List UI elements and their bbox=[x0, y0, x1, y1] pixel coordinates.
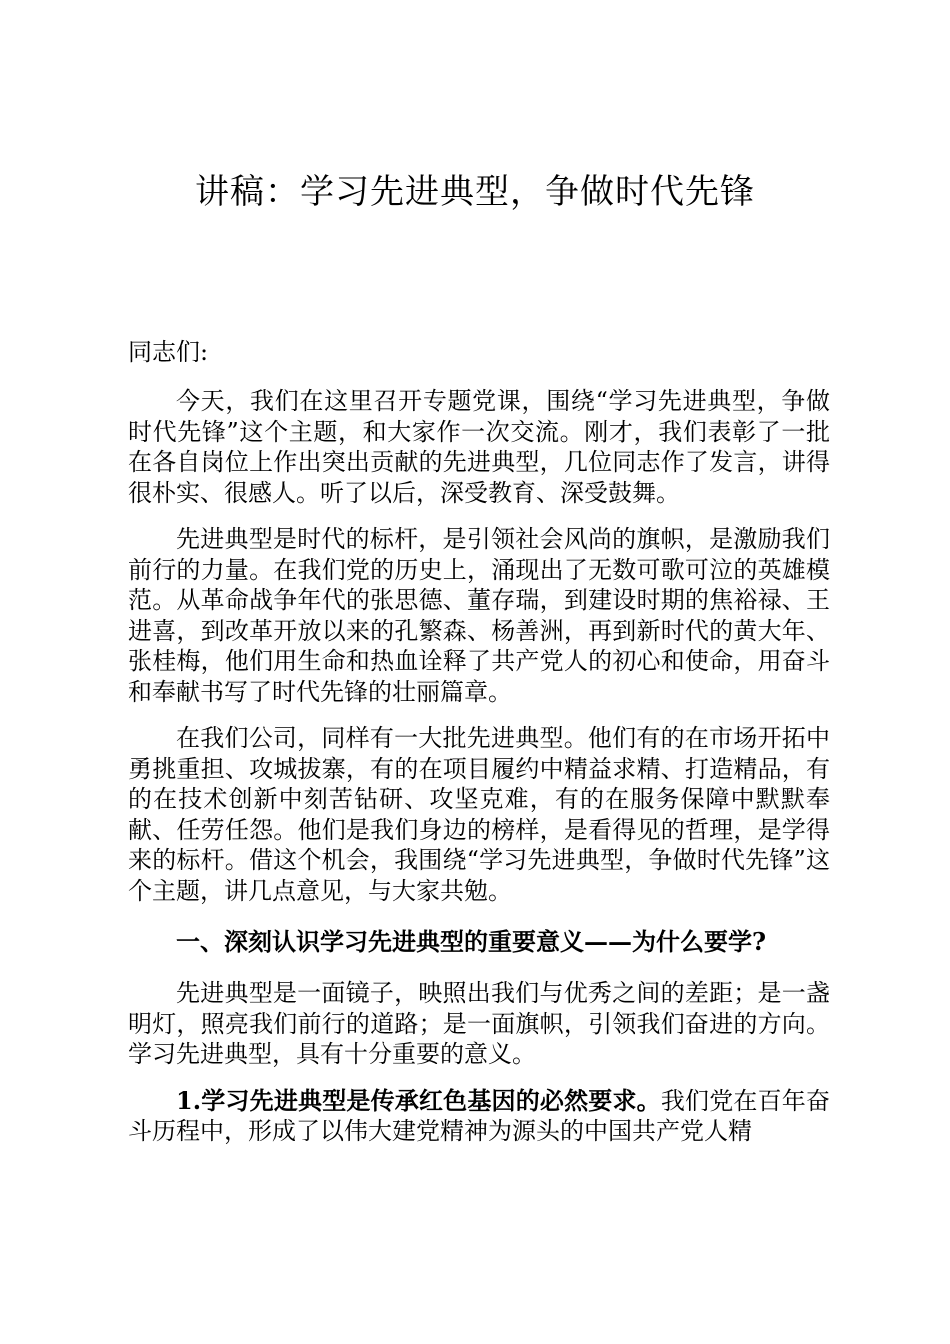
point-1-lead: 1.学习先进典型是传承红色基因的必然要求。 bbox=[176, 1085, 661, 1115]
paragraph-role-models: 先进典型是时代的标杆，是引领社会风尚的旗帜，是激励我们前行的力量。在我们党的历史上，涌现出了无数可歌可泣的英雄模范。从革命战争年代的张思德、董存瑞，到建设时期的焦裕禄、王进喜，到改革开放以来的孔繁森、杨善洲，再到新时代的黄大年、张桂梅，他们用生命和热血诠释了共产党人的初心和使命，用奋斗和奉献书写了时代先锋的壮丽篇章。 bbox=[128, 525, 830, 706]
point-1-text: 我们党在百年奋斗历程中，形成了以伟大建党精神为源头的中国共产党人精 bbox=[128, 1086, 830, 1145]
paragraph-opening: 今天，我们在这里召开专题党课，围绕“学习先进典型，争做时代先锋”这个主题，和大家作一次交流。刚才，我们表彰了一批在各自岗位上作出突出贡献的先进典型，几位同志作了发言，讲得很朴实、很感人。听了以后，深受教育、深受鼓舞。 bbox=[128, 387, 830, 507]
document-body bbox=[128, 334, 830, 1147]
salutation: 同志们: bbox=[128, 338, 209, 366]
document-title: 讲稿：学习先进典型，争做时代先锋 bbox=[195, 172, 755, 212]
paragraph-company-models: 在我们公司，同样有一大批先进典型。他们有的在市场开拓中勇挑重担、攻城拔寨，有的在项目履约中精益求精、打造精品，有的在技术创新中刻苦钻研、攻坚克难，有的在服务保障中默默奉献、任劳任怨。他们是我们身边的榜样，是看得见的哲理，是学得来的标杆。借这个机会，我围绕“学习先进典型，争做时代先锋”这个主题，讲几点意见，与大家共勉。 bbox=[128, 724, 830, 905]
section-1-point-1 bbox=[128, 1086, 830, 1147]
section-1-intro: 先进典型是一面镜子，映照出我们与优秀之间的差距；是一盏明灯，照亮我们前行的道路；是一面旗帜，引领我们奋进的方向。学习先进典型，具有十分重要的意义。 bbox=[128, 979, 830, 1068]
section-heading-1: 一、深刻认识学习先进典型的重要意义——为什么要学? bbox=[176, 927, 767, 956]
